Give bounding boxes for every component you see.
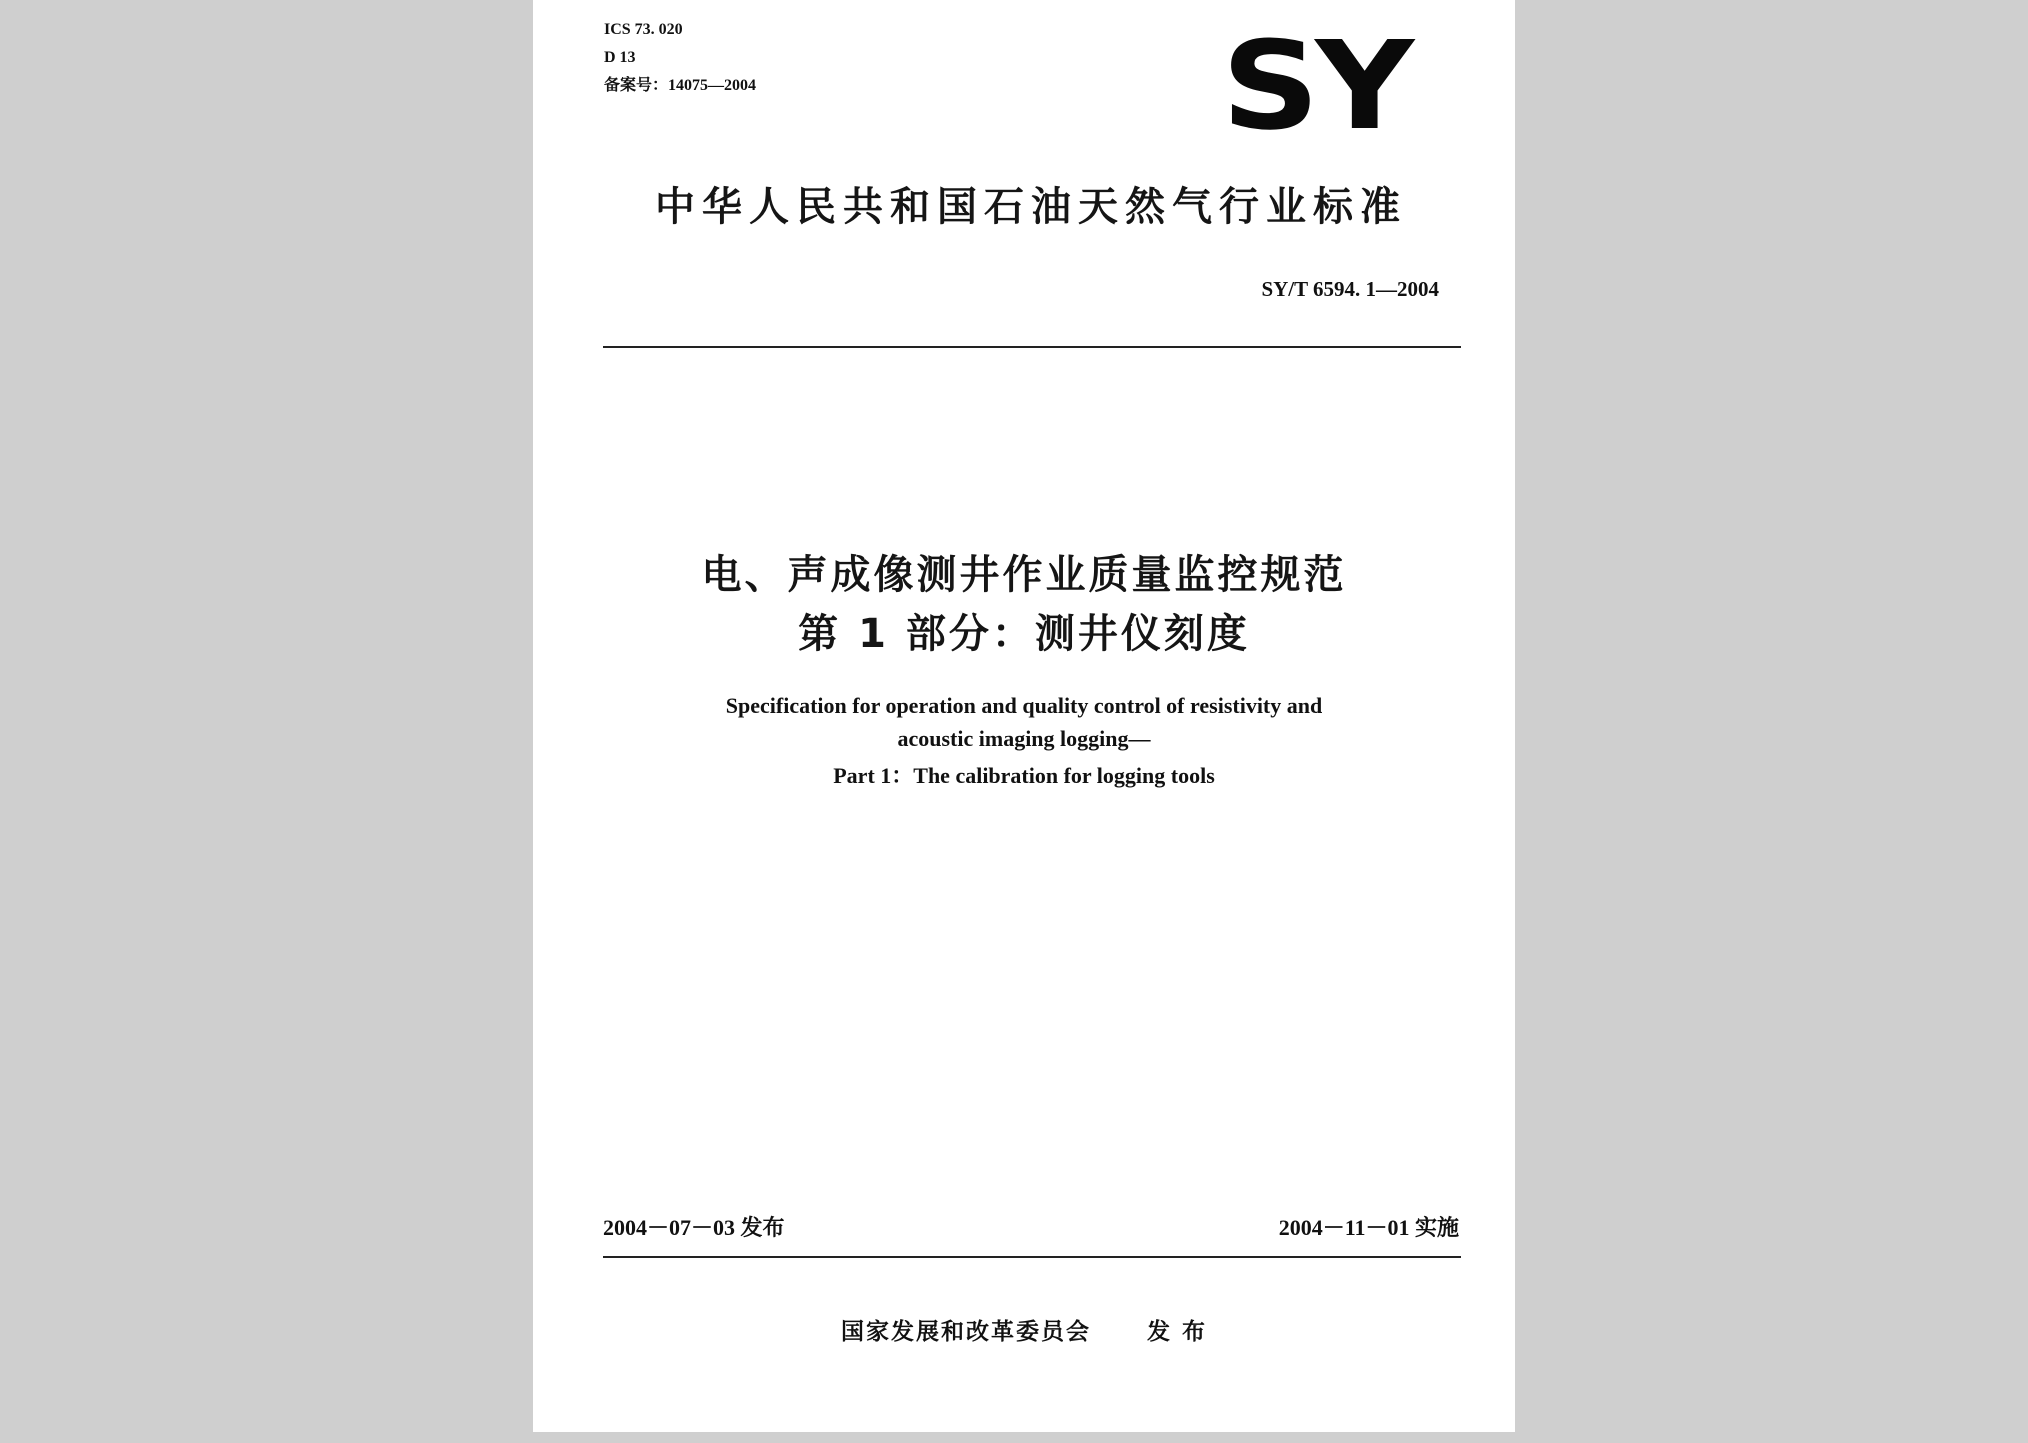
ics-code: ICS 73. 020 bbox=[604, 21, 683, 38]
title-en-line-1: Specification for operation and quality control of resistivity and bbox=[725, 693, 1323, 718]
implementation-date: 2004－11－01 实施 bbox=[1278, 1215, 1459, 1240]
title-en-line-3: Part 1：The calibration for logging tools bbox=[833, 763, 1215, 788]
issuer-action: 发 布 bbox=[1146, 1319, 1207, 1345]
title-en-line-2: acoustic imaging logging— bbox=[897, 726, 1151, 751]
issue-date: 2004－07－03 发布 bbox=[603, 1215, 785, 1240]
title-cn-line-2: 第 1 部分：测井仪刻度 bbox=[798, 611, 1250, 657]
document-page bbox=[533, 0, 1515, 1432]
standard-code: SY/T 6594. 1—2004 bbox=[1261, 277, 1439, 301]
issuer-line bbox=[533, 1313, 1515, 1346]
header-divider bbox=[603, 346, 1461, 348]
ccs-code: D 13 bbox=[604, 49, 636, 66]
record-number: 备案号：14075—2004 bbox=[604, 77, 757, 94]
footer-divider bbox=[603, 1256, 1461, 1258]
sy-logo: SY bbox=[1221, 15, 1410, 157]
title-cn-line-1: 电、声成像测井作业质量监控规范 bbox=[701, 552, 1347, 598]
issuer-name: 国家发展和改革委员会 bbox=[840, 1319, 1091, 1345]
standard-category: 中华人民共和国石油天然气行业标准 bbox=[655, 184, 1407, 230]
